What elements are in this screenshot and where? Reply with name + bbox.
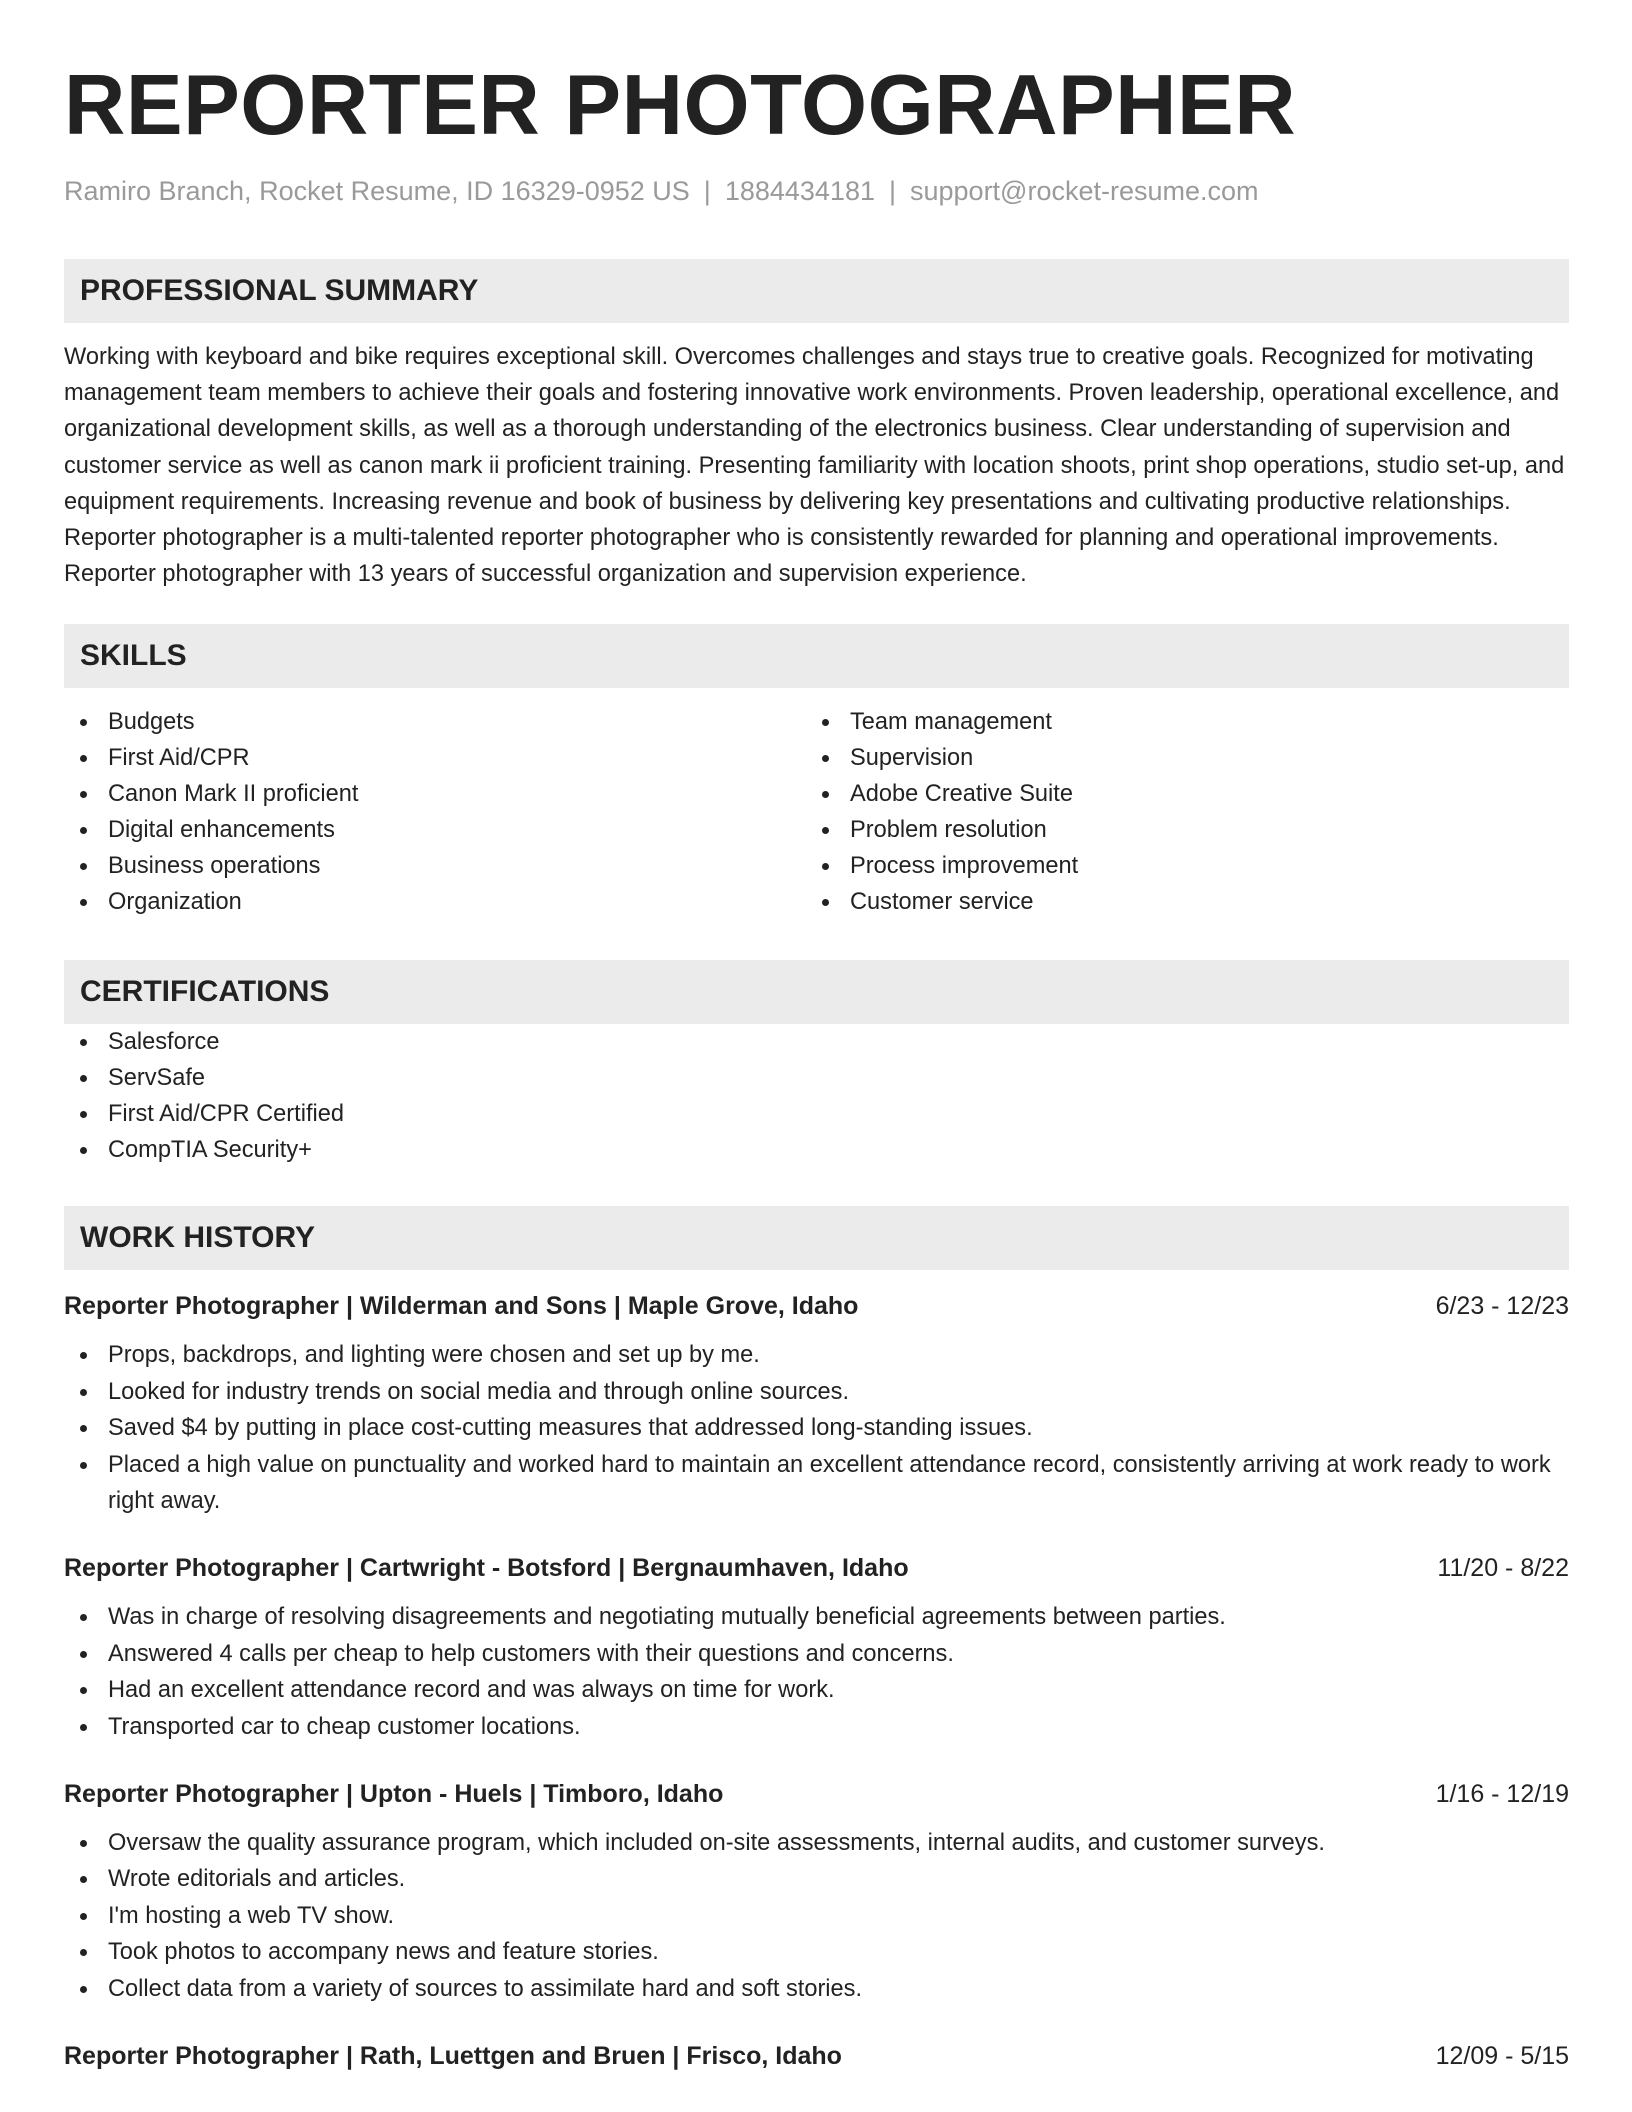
job-header: [64, 1289, 1569, 1323]
job-bullet: Placed a high value on punctuality and worked hard to maintain an excellent attendance record, consistently arriving at work ready to work right away.: [64, 1447, 1569, 1520]
contact-separator: |: [703, 176, 711, 206]
skill-item: Organization: [64, 884, 806, 920]
contact-phone: 1884434181: [724, 176, 875, 206]
job-dates: 12/09 - 5/15: [1435, 2042, 1569, 2071]
contact-line: [64, 174, 1569, 208]
job-bullets: [64, 1825, 1569, 2007]
job-bullet: Transported car to cheap customer locations.: [64, 1709, 1569, 1745]
skill-item: Team management: [806, 704, 1548, 740]
job-bullets: [64, 1599, 1569, 1745]
job-entry: [64, 2039, 1569, 2073]
skill-item: Supervision: [806, 740, 1548, 776]
certifications-heading: CERTIFICATIONS: [64, 960, 1569, 1024]
certification-item: CompTIA Security+: [64, 1132, 1569, 1168]
job-bullet: Was in charge of resolving disagreements and negotiating mutually beneficial agreements between parties.: [64, 1599, 1569, 1635]
skill-item: Business operations: [64, 848, 806, 884]
skill-item: Budgets: [64, 704, 806, 740]
contact-separator: |: [888, 176, 896, 206]
skills-columns: [64, 704, 1569, 920]
job-dates: 6/23 - 12/23: [1435, 1292, 1569, 1321]
certification-item: Salesforce: [64, 1024, 1569, 1060]
job-bullet: Props, backdrops, and lighting were chosen and set up by me.: [64, 1337, 1569, 1373]
work-history-heading: WORK HISTORY: [64, 1206, 1569, 1270]
skill-item: Digital enhancements: [64, 812, 806, 848]
skill-item: First Aid/CPR: [64, 740, 806, 776]
job-header: [64, 2039, 1569, 2073]
job-dates: 1/16 - 12/19: [1435, 1780, 1569, 1809]
skills-heading: SKILLS: [64, 624, 1569, 688]
job-entry: [64, 1551, 1569, 1745]
job-bullet: Had an excellent attendance record and was always on time for work.: [64, 1672, 1569, 1708]
skill-item: Process improvement: [806, 848, 1548, 884]
job-bullet: Saved $4 by putting in place cost-cutting measures that addressed long-standing issues.: [64, 1410, 1569, 1446]
job-bullet: Took photos to accompany news and feature stories.: [64, 1934, 1569, 1970]
certifications-list: [64, 1024, 1569, 1168]
job-header: [64, 1551, 1569, 1585]
job-bullet: Oversaw the quality assurance program, which included on-site assessments, internal audits, and customer surveys.: [64, 1825, 1569, 1861]
job-bullet: Collect data from a variety of sources to assimilate hard and soft stories.: [64, 1971, 1569, 2007]
certification-item: ServSafe: [64, 1060, 1569, 1096]
summary-text: Working with keyboard and bike requires exceptional skill. Overcomes challenges and stays true to creative goals. Recognized for motivating management team members to achieve their goals and fostering innovative work environments. Proven leadership, operational excellence, and organizational development skills, as well as a thorough understanding of the electronics business. Clear understanding of supervision and customer service as well as canon mark ii proficient training. Presenting familiarity with location shoots, print shop operations, studio set-up, and equipment requirements. Increasing revenue and book of business by delivering key presentations and cultivating productive relationships. Reporter photographer is a multi-talented reporter photographer who is consistently rewarded for planning and operational improvements. Reporter photographer with 13 years of successful organization and supervision experience.: [64, 344, 1565, 588]
job-header: [64, 1777, 1569, 1811]
job-bullets: [64, 1337, 1569, 1519]
job-title: Reporter Photographer | Wilderman and Sons | Maple Grove, Idaho: [64, 1292, 859, 1321]
job-title: Reporter Photographer | Rath, Luettgen and Bruen | Frisco, Idaho: [64, 2042, 842, 2071]
summary-heading: PROFESSIONAL SUMMARY: [64, 259, 1569, 323]
job-entry: [64, 1289, 1569, 1519]
skill-item: Adobe Creative Suite: [806, 776, 1548, 812]
job-title: Reporter Photographer | Cartwright - Botsford | Bergnaumhaven, Idaho: [64, 1554, 909, 1583]
job-entry: [64, 1777, 1569, 2007]
contact-address: Ramiro Branch, Rocket Resume, ID 16329-0952 US: [64, 176, 690, 206]
skill-item: Problem resolution: [806, 812, 1548, 848]
skill-item: Customer service: [806, 884, 1548, 920]
skills-left-list: [64, 704, 806, 920]
certification-item: First Aid/CPR Certified: [64, 1096, 1569, 1132]
contact-email: support@rocket-resume.com: [910, 176, 1259, 206]
job-dates: 11/20 - 8/22: [1437, 1554, 1569, 1583]
resume-title: REPORTER PHOTOGRAPHER: [64, 58, 1297, 153]
skills-right-list: [806, 704, 1548, 920]
job-bullet: I'm hosting a web TV show.: [64, 1898, 1569, 1934]
job-bullet: Answered 4 calls per cheap to help customers with their questions and concerns.: [64, 1636, 1569, 1672]
job-bullet: Wrote editorials and articles.: [64, 1861, 1569, 1897]
skill-item: Canon Mark II proficient: [64, 776, 806, 812]
job-bullet: Looked for industry trends on social media and through online sources.: [64, 1374, 1569, 1410]
job-title: Reporter Photographer | Upton - Huels | Timboro, Idaho: [64, 1780, 724, 1809]
